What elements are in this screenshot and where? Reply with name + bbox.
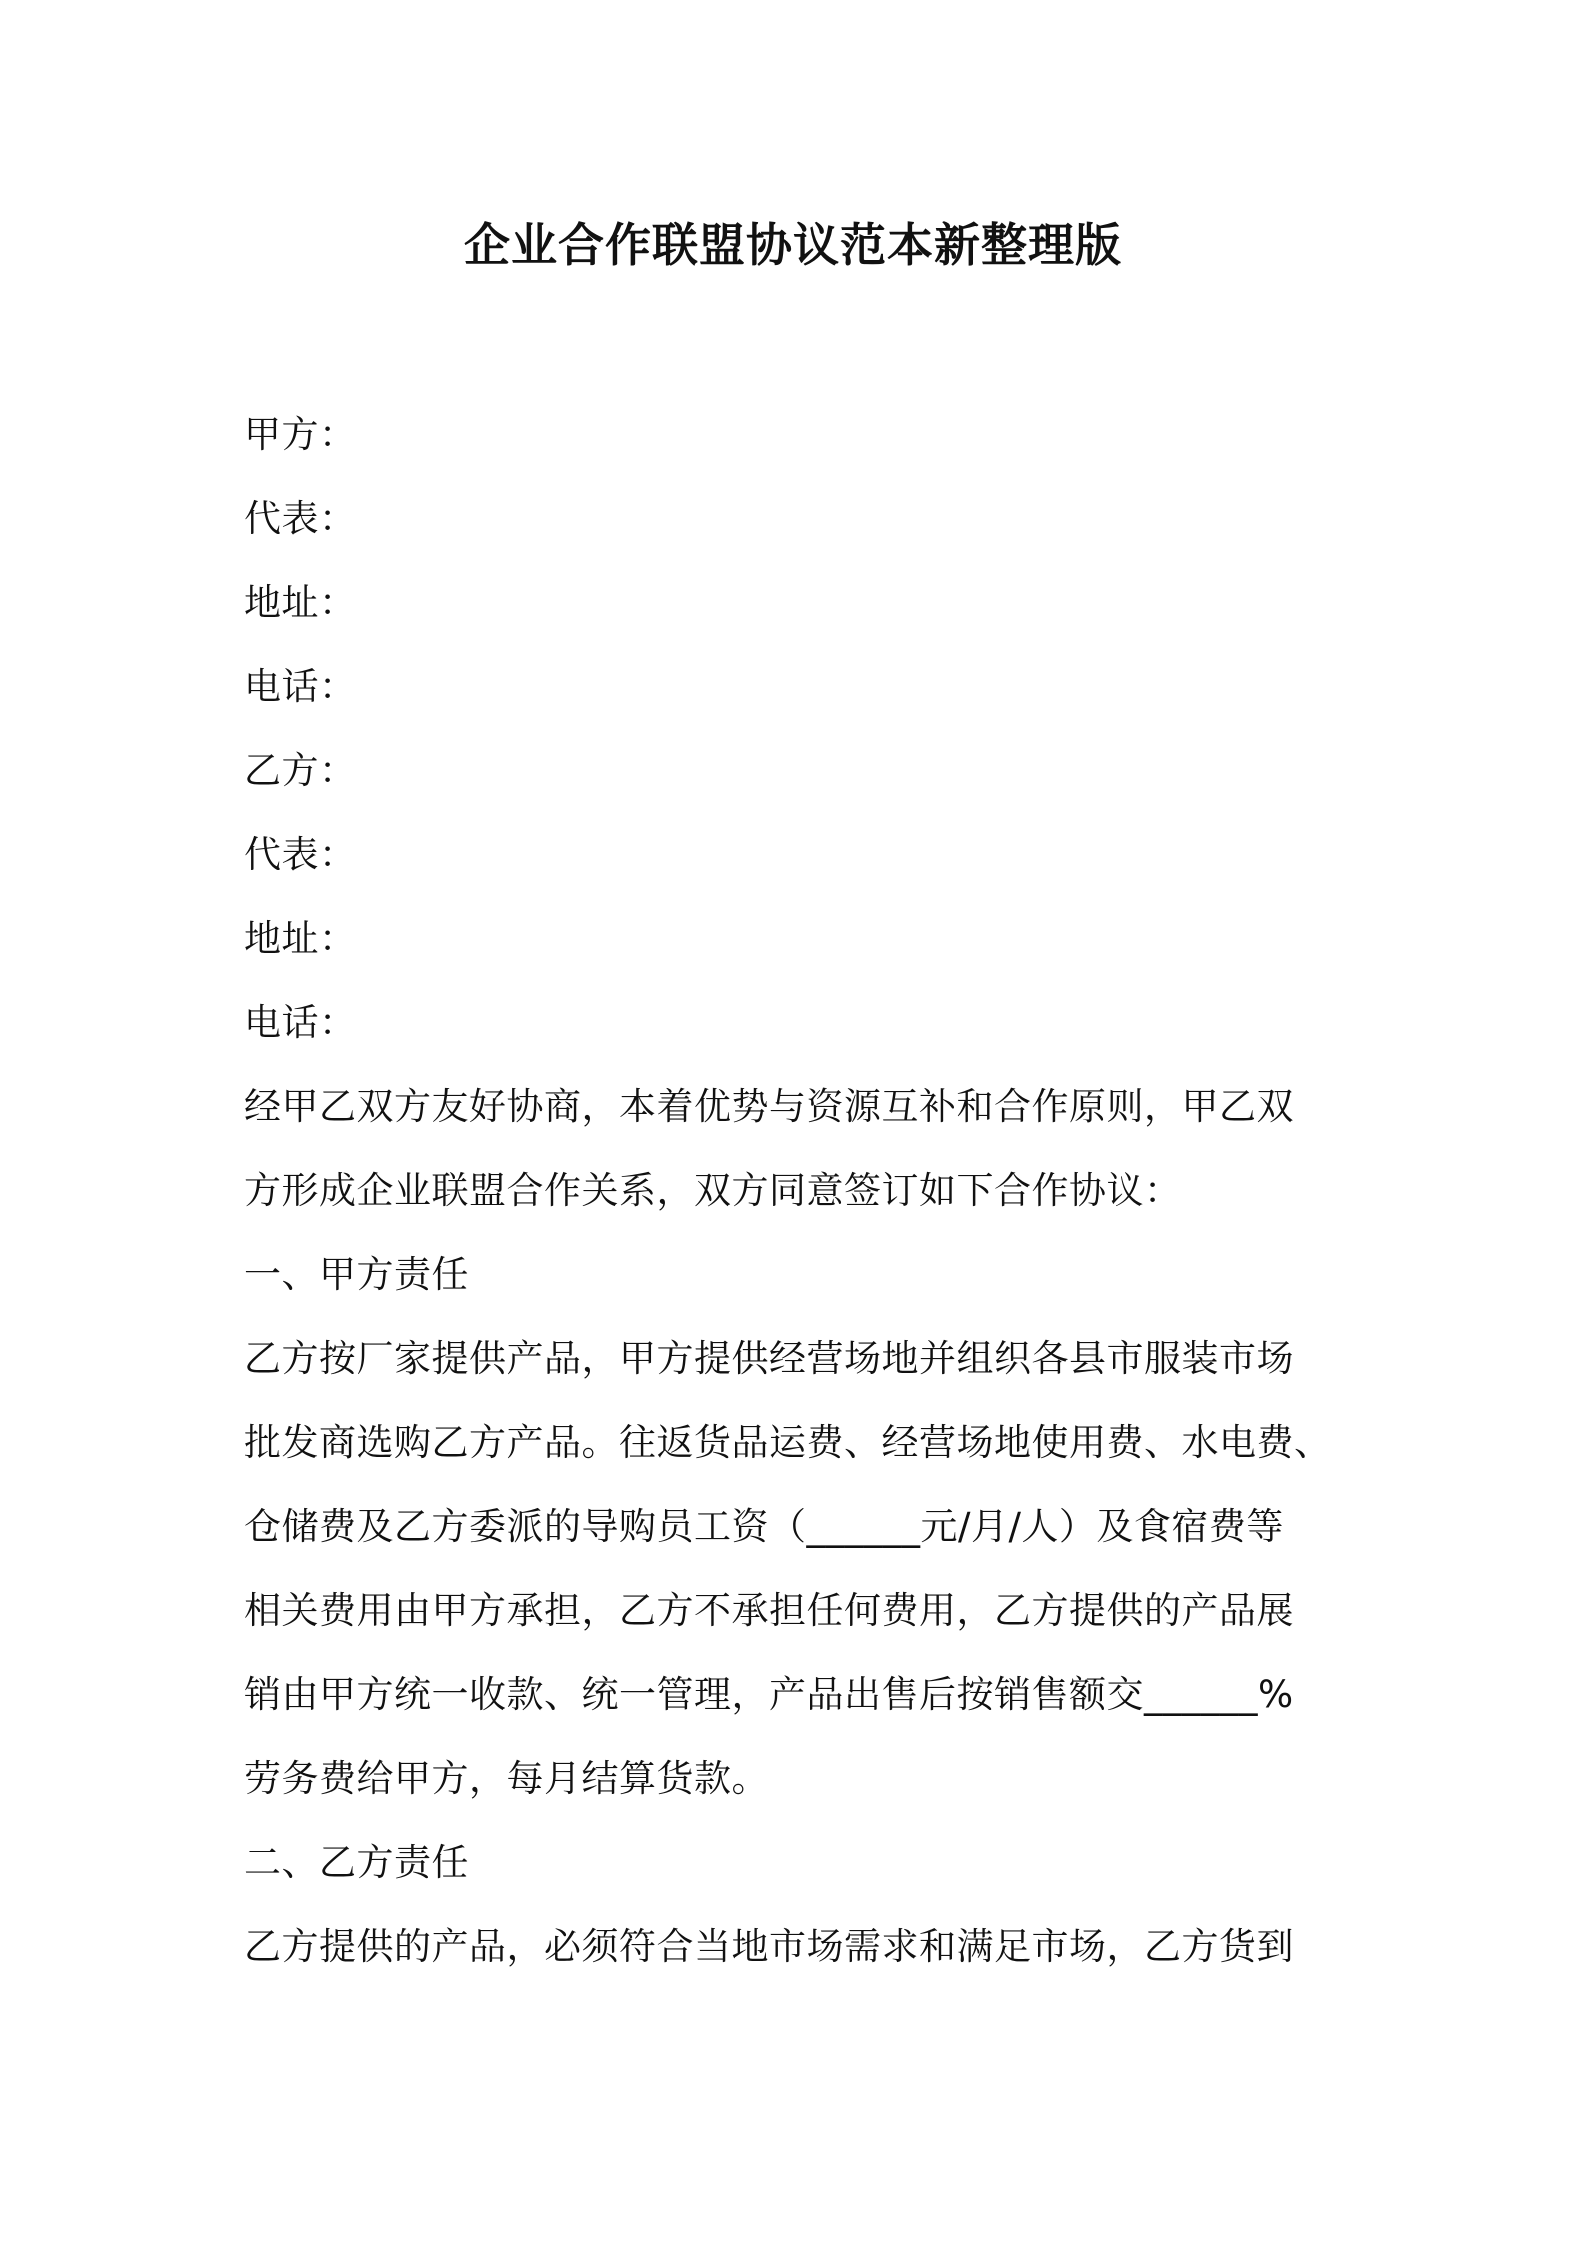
- document-title: 企业合作联盟协议范本新整理版: [464, 218, 1122, 272]
- paragraph-line: 销由甲方统一收款、统一管理，产品出售后按销售额交______%: [244, 1673, 1294, 1716]
- section-heading-party-a: 一、甲方责任: [244, 1253, 469, 1296]
- party-b-address-label: 地址：: [244, 917, 357, 960]
- paragraph-line: 乙方按厂家提供产品，甲方提供经营场地并组织各县市服装市场: [244, 1337, 1294, 1380]
- party-a-label: 甲方：: [244, 413, 357, 456]
- party-a-address-label: 地址：: [244, 581, 357, 624]
- paragraph-line: 相关费用由甲方承担，乙方不承担任何费用，乙方提供的产品展: [244, 1589, 1294, 1632]
- paragraph-line: 仓储费及乙方委派的导购员工资（______元/月/人）及食宿费等: [244, 1505, 1284, 1548]
- party-a-representative-label: 代表：: [244, 497, 357, 540]
- preamble-line: 方形成企业联盟合作关系，双方同意签订如下合作协议：: [244, 1169, 1182, 1212]
- party-b-label: 乙方：: [244, 749, 357, 792]
- paragraph-line: 乙方提供的产品，必须符合当地市场需求和满足市场，乙方货到: [244, 1925, 1294, 1968]
- party-a-phone-label: 电话：: [244, 665, 357, 708]
- party-b-representative-label: 代表：: [244, 833, 357, 876]
- paragraph-line: 批发商选购乙方产品。往返货品运费、经营场地使用费、水电费、: [244, 1421, 1332, 1464]
- preamble-line: 经甲乙双方友好协商，本着优势与资源互补和合作原则，甲乙双: [244, 1085, 1294, 1128]
- section-heading-party-b: 二、乙方责任: [244, 1841, 469, 1884]
- party-b-phone-label: 电话：: [244, 1001, 357, 1044]
- paragraph-line: 劳务费给甲方，每月结算货款。: [244, 1757, 769, 1800]
